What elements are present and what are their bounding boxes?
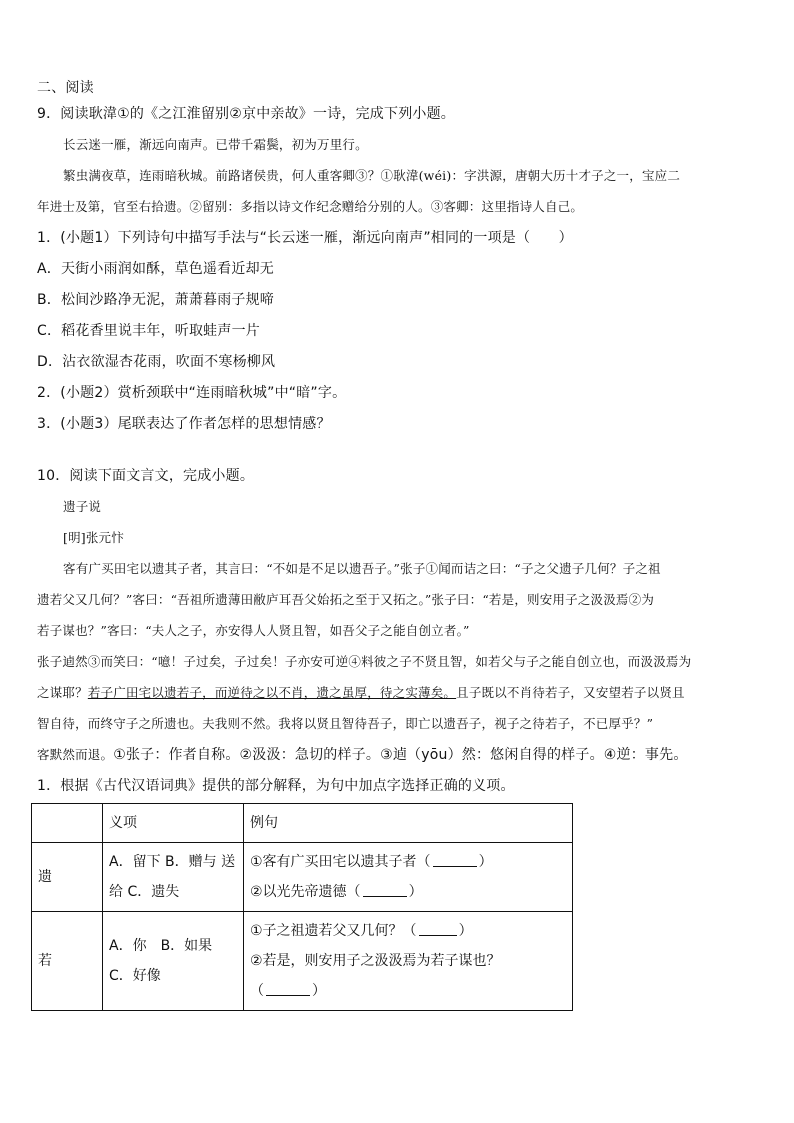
answer-blank[interactable]: [363, 883, 407, 897]
table-header-blank: [32, 804, 103, 843]
essay-author: [明]张元忭: [63, 530, 124, 545]
answer-blank[interactable]: [266, 982, 310, 996]
essay-line-5: [37, 683, 685, 703]
option-d: D．沾衣欲湿杏花雨，吹面不寒杨柳风: [37, 354, 276, 370]
table-header-row: [32, 804, 573, 843]
q9-sub1-stem: 1．(小题1）下列诗句中描写手法与“长云迷一雁，渐远向南声”相同的一项是（ ）: [37, 230, 573, 246]
table-row: [32, 912, 573, 1011]
q9-sub3: 3．(小题3）尾联表达了作者怎样的思想情感？: [37, 416, 331, 432]
table-word: 遗: [32, 843, 103, 912]
essay-line-6: 智自待，而终守子之所遗也。夫我则不然。我将以贤且智待吾子，即亡以遗吾子，视子之待若子，不已厚乎？”: [37, 716, 654, 731]
underlined-sentence: 若子广田宅以遗若子，而逆待之以不肖，遗之虽厚，待之实薄矣。: [87, 685, 457, 700]
answer-blank[interactable]: [433, 853, 477, 867]
example-line: （ ）: [250, 983, 326, 999]
essay-line-7: [37, 745, 688, 765]
essay-notes: ①张子：作者自称。②汲汲：急切的样子。③逌（yōu）然：悠闲自得的样子。④逆：事先。: [113, 747, 688, 763]
option-a: A．天街小雨润如酥，草色遥看近却无: [37, 261, 274, 277]
example-line: ①客有广买田宅以遗其子者（ ）: [250, 854, 493, 870]
essay-title: 遗子说: [63, 499, 102, 514]
table-examples: [244, 843, 573, 912]
option-c: C．稻花香里说丰年，听取蛙声一片: [37, 323, 260, 339]
essay-ending: 客默然而退。: [37, 747, 114, 762]
table-meaning: A．你 B．如果 C．好像: [103, 912, 244, 1011]
poem-line-2: 繁虫满夜草，连雨暗秋城。前路诸侯贵，何人重客卿③？①耿湋(wéi)：字洪源，唐朝大历十才子之一，宝应二: [63, 168, 681, 183]
example-line: ②若是，则安用子之汲汲焉为若子谋也？: [250, 953, 501, 969]
answer-blank[interactable]: [419, 922, 457, 936]
essay-line-4: 张子逌然③而笑曰：“噫！子过矣，子过矣！子亦安可逆④料彼之子不贤且智，如若父与子之能自创立也，而汲汲焉为: [37, 654, 692, 669]
table-row: [32, 843, 573, 912]
example-line: ②以光先帝遗德（ ）: [250, 884, 423, 900]
essay-line-2: 遗若父又几何？”客曰：“吾祖所遗薄田敝庐耳吾父始拓之至于又拓之。”张子曰：“若是，则安用子之汲汲焉②为: [37, 592, 655, 607]
glossary-table: [31, 803, 573, 1011]
poem-notes: 年进士及第，官至右拾遗。②留别：多指以诗文作纪念赠给分别的人。③客卿：这里指诗人自己。: [37, 199, 584, 214]
essay-line-1: 客有广买田宅以遗其子者，其言曰：“不如是不足以遗吾子。”张子①闻而诘之曰：“子之父遗子几何？子之祖: [63, 561, 661, 576]
table-examples: [244, 912, 573, 1011]
q10-sub1: 1．根据《古代汉语词典》提供的部分解释，为句中加点字选择正确的义项。: [37, 778, 515, 794]
essay-line-5-end: 且子既以不肖待若子，又安望若子以贤且: [456, 685, 685, 700]
table-word: 若: [32, 912, 103, 1011]
essay-line-5-start: 之谋耶？: [37, 685, 88, 700]
option-b: B．松间沙路净无泥，萧萧暮雨子规啼: [37, 292, 275, 308]
q10-prompt: 10．阅读下面文言文，完成小题。: [37, 468, 255, 484]
poem-line-1: 长云迷一雁，渐远向南声。已带千霜鬓，初为万里行。: [63, 137, 368, 152]
q9-sub2: 2．(小题2）赏析颈联中“连雨暗秋城”中“暗”字。: [37, 385, 347, 401]
example-line: ①子之祖遗若父又几何？（ ）: [250, 923, 473, 939]
essay-line-3: 若子谋也？”客曰：“夫人之子，亦安得人人贤且智，如吾父子之能自创立者。”: [37, 623, 470, 638]
q9-prompt: 9．阅读耿湋①的《之江淮留别②京中亲故》一诗，完成下列小题。: [37, 106, 456, 122]
section-heading: 二、阅读: [37, 80, 94, 96]
table-header-example: 例句: [244, 804, 573, 843]
table-meaning: A．留下 B．赠与 送给 C．遗失: [103, 843, 244, 912]
table-header-meaning: 义项: [103, 804, 244, 843]
